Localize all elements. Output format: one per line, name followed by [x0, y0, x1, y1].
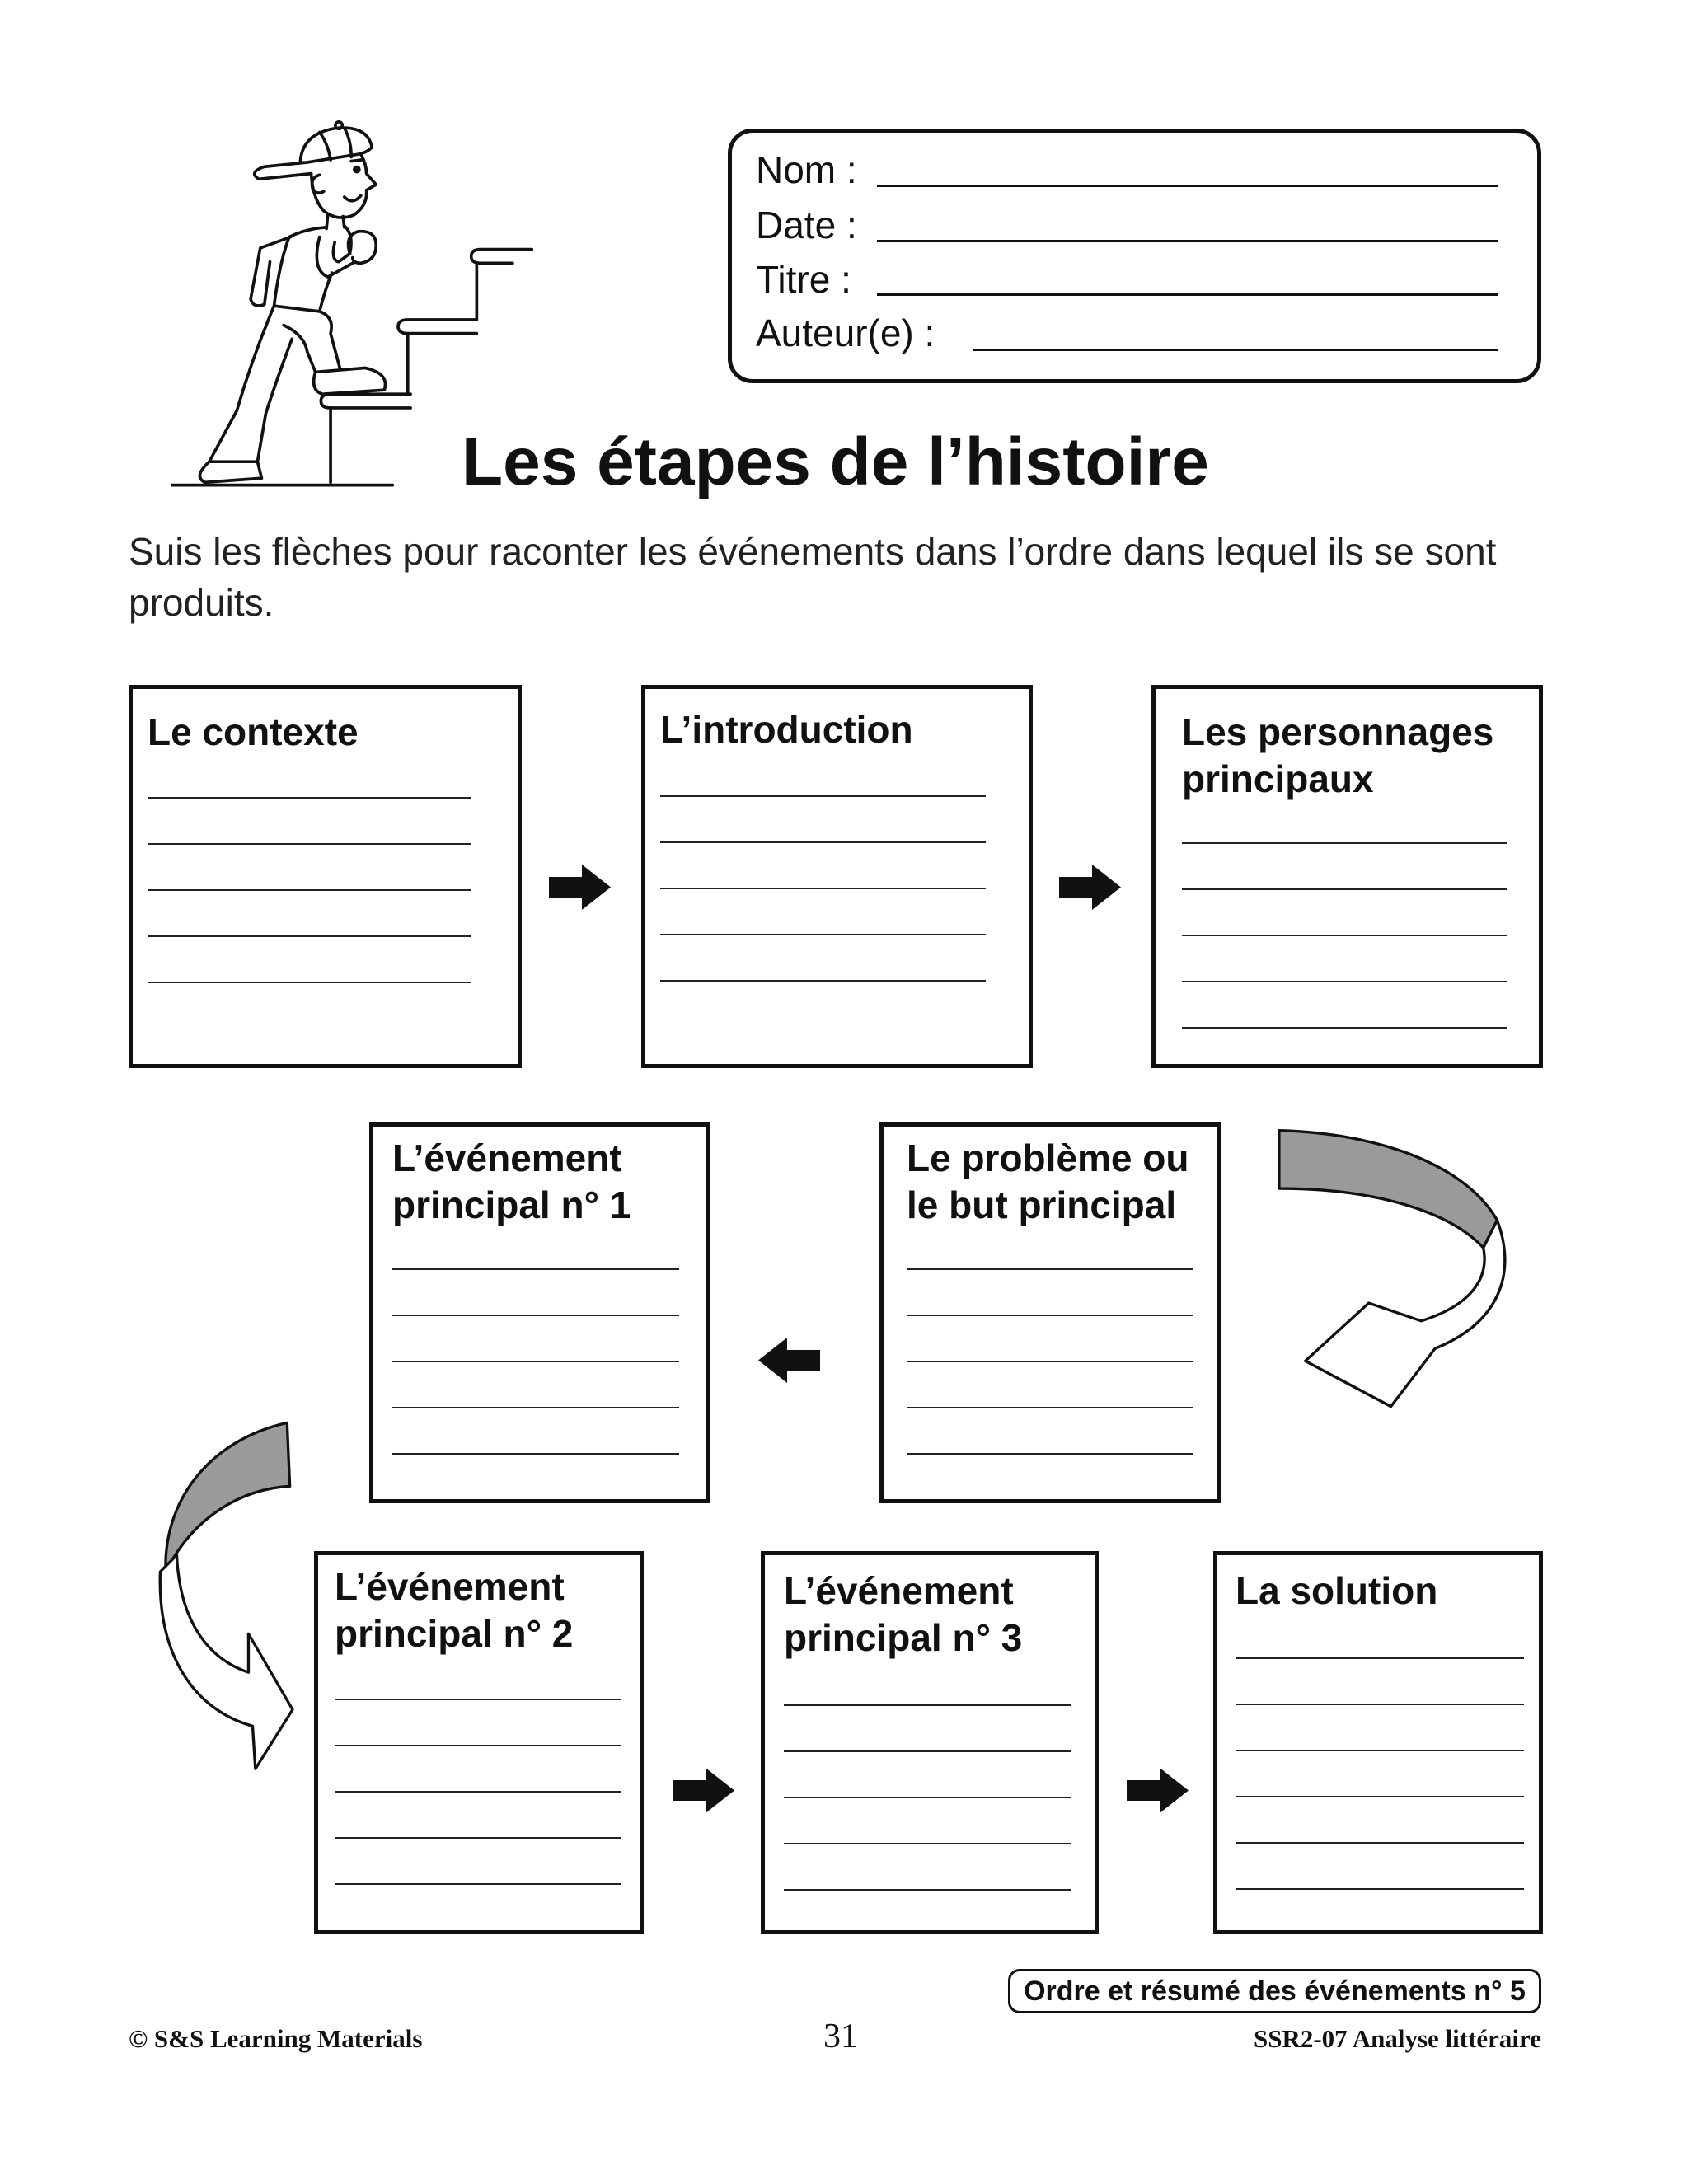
instructions: Suis les flèches pour raconter les événements dans l’ordre dans lequel ils se sont produits.	[129, 530, 1497, 624]
right-arrow-shape	[673, 1768, 734, 1813]
writing-line	[907, 1453, 1193, 1455]
writing-line	[1182, 1027, 1507, 1029]
box-main-event-2	[314, 1551, 644, 1934]
eye	[354, 167, 359, 172]
writing-lines	[907, 1268, 1193, 1269]
writing-line	[148, 843, 471, 845]
box-title-event-2: L’événement principal n° 2	[335, 1565, 574, 1655]
front-shoe	[314, 368, 386, 394]
mouth	[345, 195, 361, 200]
name-label: Nom :	[756, 148, 857, 191]
writing-lines	[660, 795, 986, 796]
back-leg	[209, 306, 292, 462]
worksheet-badge: Ordre et résumé des événements n° 5	[1008, 1969, 1541, 2013]
writing-line	[660, 980, 986, 982]
box-main-event-1	[369, 1122, 710, 1503]
writing-line	[660, 795, 986, 797]
writing-line	[335, 1837, 621, 1839]
writing-line	[148, 797, 471, 799]
right-arrow-shape	[1127, 1768, 1189, 1813]
box-title-introduction: L’introduction	[660, 708, 913, 751]
brow	[351, 160, 362, 162]
series-text: SSR2-07 Analyse littéraire	[1253, 2024, 1541, 2053]
page-number: 31	[823, 2018, 858, 2055]
writing-line	[335, 1791, 621, 1793]
writing-line	[660, 841, 986, 843]
writing-line	[392, 1407, 679, 1408]
name-field-line	[877, 185, 1498, 187]
writing-line	[1236, 1888, 1524, 1890]
date-label: Date :	[756, 204, 857, 246]
writing-line	[784, 1797, 1071, 1798]
writing-line	[335, 1699, 621, 1700]
box-problem	[879, 1122, 1221, 1503]
writing-line	[784, 1750, 1071, 1752]
writing-line	[784, 1843, 1071, 1844]
left-arrow-shape	[758, 1338, 820, 1383]
box-title-event-3: L’événement principal n° 3	[784, 1569, 1023, 1659]
author-field-line	[973, 349, 1498, 351]
writing-line	[392, 1453, 679, 1455]
writing-line	[148, 889, 471, 891]
right-arrow-shape	[1059, 865, 1121, 910]
writing-line	[907, 1407, 1193, 1408]
writing-line	[335, 1883, 621, 1885]
ribbon-arrowhead-part	[160, 1555, 293, 1769]
ribbon-shaded-part	[166, 1422, 290, 1572]
title-label: Titre :	[756, 258, 851, 301]
writing-lines	[784, 1704, 1071, 1705]
writing-lines	[1182, 842, 1507, 843]
ribbon-shaded-part	[1279, 1131, 1498, 1248]
box-title-context: Le contexte	[148, 710, 359, 753]
writing-line	[335, 1745, 621, 1746]
box-solution	[1213, 1551, 1543, 1934]
writing-line	[1236, 1796, 1524, 1797]
writing-line	[1236, 1750, 1524, 1751]
writing-line	[1236, 1657, 1524, 1659]
copyright-text: © S&S Learning Materials	[129, 2024, 423, 2053]
writing-line	[784, 1704, 1071, 1706]
ear	[312, 175, 324, 193]
writing-line	[392, 1361, 679, 1362]
writing-line	[392, 1268, 679, 1270]
box-introduction	[641, 685, 1033, 1068]
writing-lines	[1236, 1657, 1524, 1658]
box-characters	[1151, 685, 1543, 1068]
writing-lines	[148, 797, 471, 798]
writing-line	[1182, 888, 1507, 890]
writing-line	[907, 1268, 1193, 1270]
writing-line	[660, 934, 986, 935]
writing-line	[1236, 1842, 1524, 1844]
box-title-problem: Le problème ou le but principal	[907, 1137, 1189, 1226]
title-field-line	[877, 293, 1498, 296]
box-context	[129, 685, 522, 1068]
writing-line	[1182, 842, 1507, 844]
left-arrow-icon	[758, 1338, 820, 1383]
right-arrow-icon	[549, 865, 611, 910]
box-main-event-3	[761, 1551, 1099, 1934]
writing-line	[784, 1889, 1071, 1891]
cap-button	[335, 122, 342, 129]
writing-lines	[392, 1268, 679, 1269]
fist	[349, 232, 377, 264]
face	[312, 154, 377, 218]
writing-line	[660, 888, 986, 889]
writing-line	[1182, 981, 1507, 982]
writing-line	[1182, 935, 1507, 936]
curved-arrow-down-right-icon	[145, 1416, 297, 1779]
writing-line	[907, 1315, 1193, 1316]
right-arrow-shape	[549, 865, 611, 910]
writing-line	[148, 935, 471, 937]
right-arrow-icon	[1059, 865, 1121, 910]
page-title: Les étapes de l’histoire	[462, 424, 1209, 499]
right-arrow-icon	[673, 1768, 734, 1813]
student-info-box	[728, 129, 1541, 383]
writing-line	[148, 982, 471, 983]
box-title-characters: Les personnages principaux	[1182, 710, 1494, 800]
author-label: Auteur(e) :	[756, 312, 935, 354]
curved-arrow-down-left-icon	[1269, 1121, 1508, 1418]
right-arrow-icon	[1127, 1768, 1189, 1813]
box-title-event-1: L’événement principal n° 1	[392, 1137, 631, 1226]
date-field-line	[877, 240, 1498, 242]
back-shoe	[199, 462, 261, 482]
writing-line	[1236, 1704, 1524, 1705]
ribbon-arrowhead-part	[1306, 1221, 1505, 1407]
box-title-solution: La solution	[1236, 1569, 1438, 1612]
writing-line	[907, 1361, 1193, 1362]
writing-line	[392, 1315, 679, 1316]
